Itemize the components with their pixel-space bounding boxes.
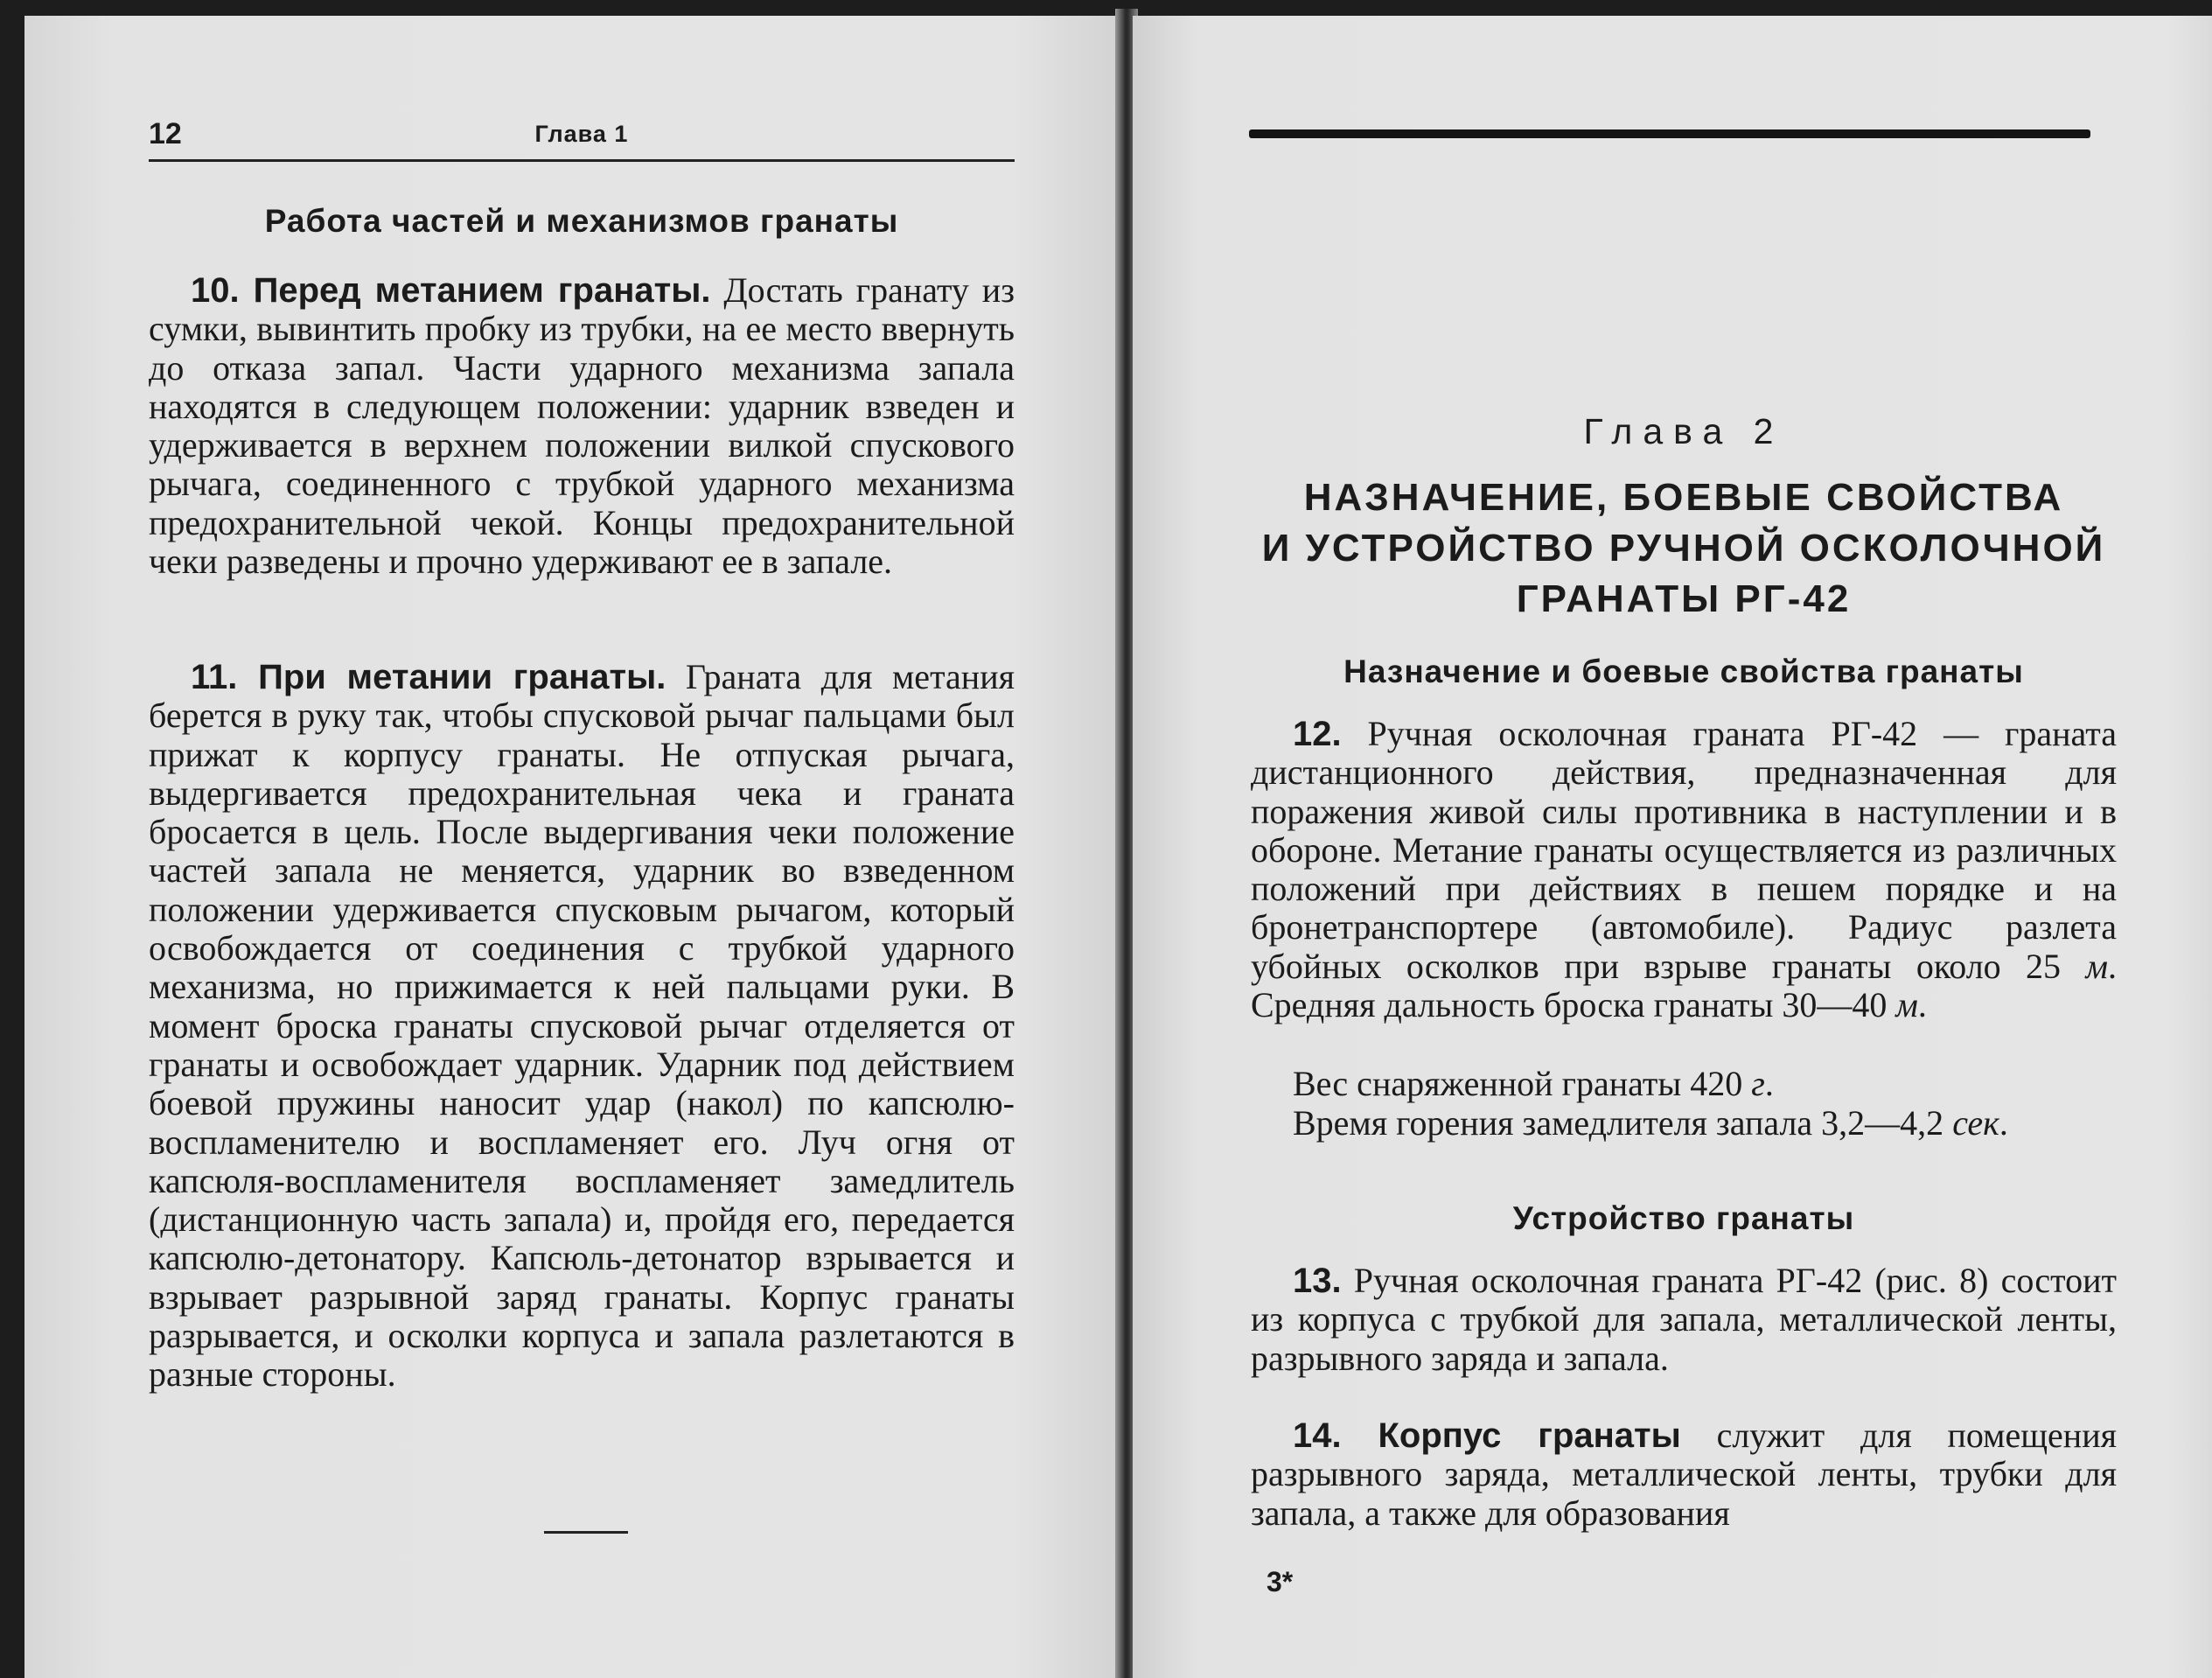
paragraph-11-text: Граната для метания берется в руку так, чтобы спусковой рычаг пальцами был прижат к корпусу гранаты. Не отпуская рычага, выдергивается предохранительная чека и граната бросается в цель. После выдергивания чеки положение частей запала не меняется, ударник во взведенном положении удерживается спусковым рычагом, который освобождается от соединения с трубкой ударного механизма, но прижимается к ней пальцами руки. В момент броска гранаты спусковой рычаг отделяется от гранаты и освобождает ударник. Ударник под действием боевой пружины наносит удар (накол) по капсюлю-воспламенителю и воспламеняет его. Луч огня от капсюля-воспламенителя воспламеняет замедлитель (дистанционную часть запала) и, пройдя его, передается капсюлю-детонатору. Капсюль-детонатор взрывается и взрывает разрывной заряд гранаты. Корпус гранаты разрывается, и осколки корпуса и запала разлетаются в разные стороны. [149,657,1015,1395]
section-title-left: Работа частей и механизмов гранаты [264,203,899,239]
paragraph-12 [1251,715,2117,1024]
paragraph-14-lead: 14. Корпус гранаты [1293,1416,1681,1455]
unit-meters-1: м [2085,946,2108,986]
section-title-device: Устройство гранаты [1512,1200,1855,1236]
paragraph-14-text: служит для помещения разрывного заряда, металлической ленты, трубки для запала, а также для образования [1251,1416,2117,1533]
paragraph-14 [1251,1416,2117,1533]
chapter-title-line-1: НАЗНАЧЕНИЕ, БОЕВЫЕ СВОЙСТВА [1303,476,2064,519]
paragraph-12-text-a: Ручная осколочная граната РГ-42 — граната дистанционного действия, предназначенная для поражения живой силы противника в наступлении и в обороне. Метание гранаты осуществляется из различных положений при действиях в пешем порядке и на бронетранспортере (автомобиле). Радиус разлета убойных осколков при взрыве гранаты около 25 [1251,714,2117,986]
paragraph-12-text-b: . Средняя дальность броска гранаты 30—40 [1251,946,2117,1025]
paragraph-10 [149,271,1015,581]
unit-grams: г [1751,1064,1765,1103]
chapter-top-rule [1249,129,2090,138]
paragraph-10-lead: 10. Перед метанием гранаты. [191,271,711,310]
chapter-label: Глава 2 [1583,411,1784,451]
chapter-title [1242,472,2125,625]
paragraph-burn-time [1251,1104,2117,1143]
weight-text: Вес снаряженной гранаты 420 [1293,1064,1752,1103]
paragraph-11-lead: 11. При метании гранаты. [191,658,666,696]
running-header [149,117,1015,162]
paragraph-12-number: 12. [1293,715,1342,753]
paragraph-13-text: Ручная осколочная граната РГ-42 (рис. 8) состоит из корпуса с трубкой для запала, металлической ленты, разрывного заряда и запала. [1251,1261,2117,1378]
paragraph-12-end: . [1917,985,1927,1025]
weight-end: . [1764,1064,1774,1103]
end-rule [544,1531,628,1534]
burn-time-text: Время горения замедлителя запала 3,2—4,2 [1293,1103,1953,1143]
paragraph-13-number: 13. [1293,1262,1342,1300]
paragraph-10-text: Достать гранату из сумки, вывинтить пробку из трубки, на ее место ввернуть до отказа запал. Части ударного механизма запала находятся в следующем положении: ударник взведен и удерживается в верхнем положении вилкой спускового рычага, соединенного с трубкой ударного механизма предохранительной чекой. Концы предохранительной чеки разведены и прочно удерживают ее в запале. [149,270,1015,582]
paragraph-weight [1251,1065,2117,1103]
page-number: 12 [149,117,182,150]
paragraph-13 [1251,1262,2117,1378]
burn-time-end: . [1999,1103,2008,1143]
chapter-title-line-3: ГРАНАТЫ РГ-42 [1516,577,1852,620]
unit-meters-2: м [1895,985,1918,1025]
paragraph-11 [149,658,1015,1395]
chapter-title-line-2: И УСТРОЙСТВО РУЧНОЙ ОСКОЛОЧНОЙ [1261,527,2106,570]
signature-mark: 3* [1266,1566,1294,1598]
section-title-purpose: Назначение и боевые свойства гранаты [1343,654,2024,689]
running-head-chapter: Глава 1 [534,121,629,147]
unit-seconds: сек [1952,1103,1999,1143]
